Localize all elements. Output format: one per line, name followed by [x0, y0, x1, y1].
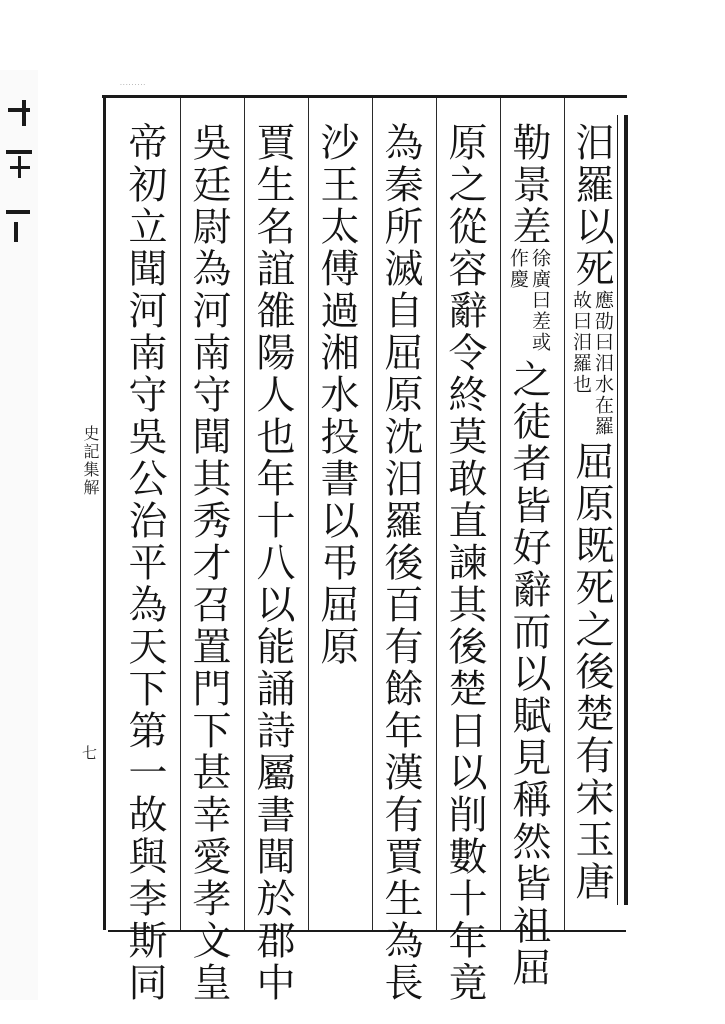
column-divider [436, 98, 437, 930]
main-text: 屈原既死之後楚有宋玉唐 [569, 441, 614, 903]
main-text: 帝初立聞河南守吳公治平為天下第一故與李斯同 [122, 122, 167, 1004]
main-text: 賈生名誼雒陽人也年十八以能誦詩屬書聞於郡中 [250, 122, 295, 1004]
text-column-2 [505, 122, 551, 989]
margin-book-title: 史記集解 [81, 425, 100, 497]
facing-page-edge [0, 70, 38, 1000]
text-column-6 [249, 122, 295, 1004]
edge-ink-mark [6, 150, 32, 154]
main-text: 原之從容辭令終莫敢直諫其後楚日以削數十年竟 [442, 122, 487, 1004]
column-divider [564, 98, 565, 930]
text-column-5 [313, 122, 359, 668]
text-column-7 [185, 122, 231, 1004]
edge-ink-mark [6, 210, 30, 214]
main-text: 沙王太傅過湘水投書以弔屈原 [314, 122, 359, 668]
frame-right-rule-outer [624, 115, 628, 905]
main-text: 之徒者皆好辭而以賦見稱然皆祖屈 [506, 359, 551, 989]
commentary-note: 徐廣曰差或作慶 [507, 248, 551, 353]
text-column-8 [121, 122, 167, 1004]
edge-ink-mark [18, 156, 21, 178]
column-divider [180, 98, 181, 930]
margin-folio-number: 七 [80, 745, 98, 760]
commentary-note: 應劭曰汨水在羅故曰汨羅也 [570, 290, 614, 437]
main-text: 勒景差 [506, 122, 551, 248]
text-column-3 [441, 122, 487, 1004]
edge-ink-mark [8, 108, 30, 112]
main-text: 吳廷尉為河南守聞其秀才召置門下甚幸愛孝文皇 [186, 122, 231, 1004]
column-divider [244, 98, 245, 930]
edge-ink-mark [22, 100, 26, 126]
column-divider [308, 98, 309, 930]
printer-mark: ········· [120, 82, 147, 89]
edge-ink-mark [14, 222, 18, 242]
frame-left-rule [103, 95, 106, 930]
frame-right-rule-inner [617, 115, 618, 905]
text-column-4 [377, 122, 423, 1004]
main-text: 為秦所滅自屈原沈汨羅後百有餘年漢有賈生為長 [378, 122, 423, 1004]
column-divider [500, 98, 501, 930]
text-column-1 [568, 122, 614, 903]
main-text: 汨羅以死 [569, 122, 614, 290]
column-divider [372, 98, 373, 930]
